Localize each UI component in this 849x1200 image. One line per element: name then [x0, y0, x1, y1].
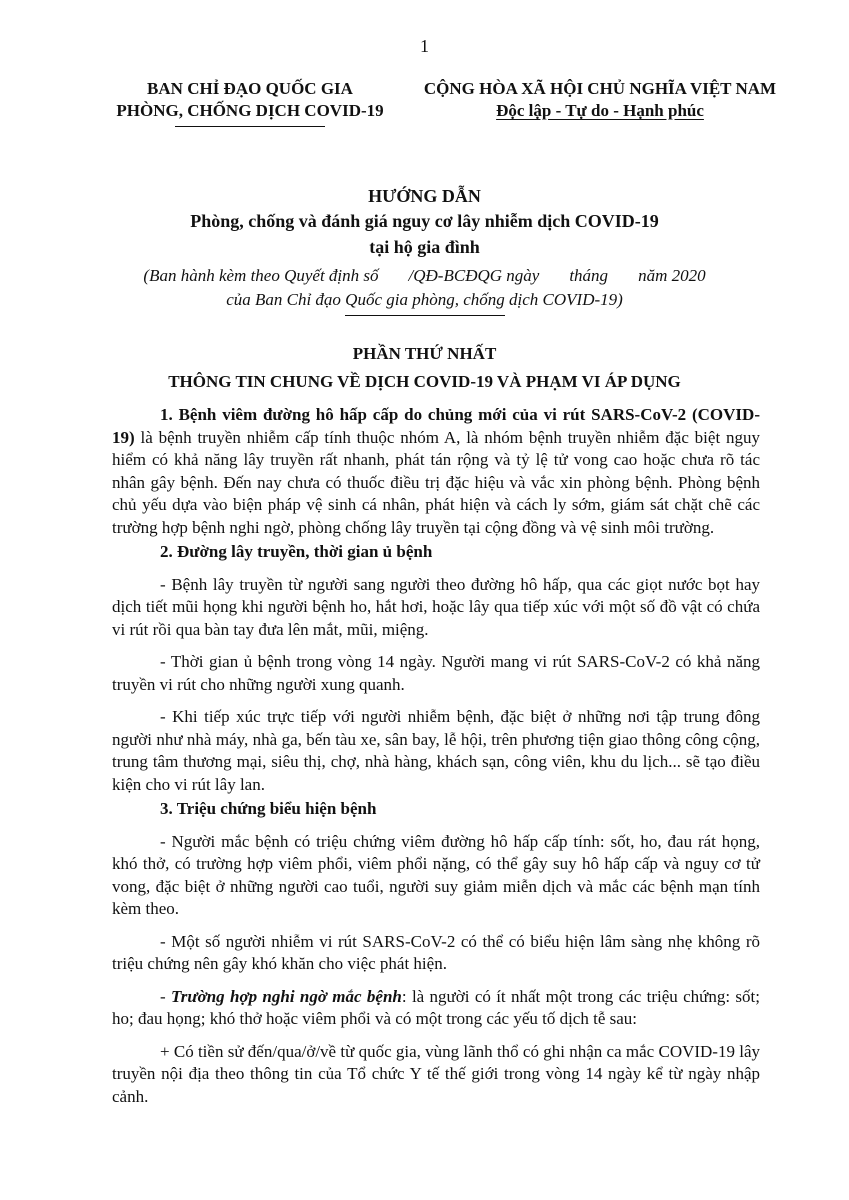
document-title: HƯỚNG DẪN: [368, 186, 481, 206]
org-line-1: BAN CHỈ ĐẠO QUỐC GIA: [147, 79, 353, 98]
section-2-paragraph-3: - Khi tiếp xúc trực tiếp với người nhiễm bệnh, đặc biệt ở những nơi tập trung đông người như nhà máy, nhà ga, bến tàu xe, sân bay, lễ hội, trên phương tiện giao thông công cộng, trung tâm thương mại, siêu thị, chợ, nhà hàng, khách sạn, công viên, khu du lịch... sẽ tạo điều kiện cho vi rút lây lan.: [112, 707, 760, 794]
section-1-heading: 1. Bệnh viêm đường hô hấp cấp do chủng mới của vi rút SARS-CoV-2 (COVID-19): [112, 405, 760, 447]
issued-note-line-1: [0, 264, 849, 288]
section-3-paragraph-3: [112, 986, 760, 1031]
part-heading: [0, 340, 849, 396]
section-2-paragraph-1: - Bệnh lây truyền từ người sang người theo đường hô hấp, qua các giọt nước bọt hay dịch tiết mũi họng khi người bệnh ho, hắt hơi, hoặc lây qua tiếp xúc với một số đồ vật có chứa vi rút rồi qua bàn tay đưa lên mắt, mũi, miệng.: [112, 574, 760, 639]
section-3-paragraph-4: + Có tiền sử đến/qua/ở/về từ quốc gia, vùng lãnh thổ có ghi nhận ca mắc COVID-19 lây truyền nội địa theo thông tin của Tổ chức Y tế thế giới trong vòng 14 ngày kể từ ngày nhập cảnh.: [112, 1041, 760, 1106]
org-line-2: PHÒNG, CHỐNG DỊCH COVID-19: [116, 101, 384, 120]
document-header: [0, 78, 849, 138]
title-underline: [345, 315, 505, 316]
issuing-organization: [100, 78, 400, 127]
issued-part-1: (Ban hành kèm theo Quyết định số: [143, 266, 379, 285]
section-3-paragraph-1: - Người mắc bệnh có triệu chứng viêm đường hô hấp cấp tính: sốt, ho, đau rát họng, khó thở, có trường hợp viêm phổi, viêm phổi nặng, có thể gây suy hô hấp cấp và nguy cơ tử vong, đặc biệt ở những người cao tuổi, người suy giảm miễn dịch và mắc các bệnh mạn tính kèm theo.: [112, 831, 760, 918]
document-body: [112, 404, 760, 1108]
issued-part-4: năm 2020: [638, 266, 706, 285]
page-number: 1: [420, 36, 429, 56]
org-underline: [175, 126, 325, 127]
state-motto: Độc lập - Tự do - Hạnh phúc: [496, 101, 704, 120]
section-1-text: là bệnh truyền nhiễm cấp tính thuộc nhóm A, là nhóm bệnh truyền nhiễm đặc biệt nguy hiểm có khả năng lây truyền rất nhanh, phát tán rộng và tỷ lệ tử vong cao hoặc chưa rõ tác nhân gây bệnh. Đến nay chưa có thuốc điều trị đặc hiệu và vắc xin phòng bệnh. Phòng bệnh chủ yếu dựa vào biện pháp vệ sinh cá nhân, phát hiện và cách ly sớm, giám sát chặt chẽ các trường hợp bệnh nghi ngờ, phòng chống lây truyền tại cộng đồng và vệ sinh môi trường.: [112, 427, 760, 537]
section-2-heading: 2. Đường lây truyền, thời gian ủ bệnh: [160, 542, 433, 561]
national-heading: [395, 78, 805, 122]
issued-part-3: tháng: [569, 266, 609, 285]
document-subtitle-2: tại hộ gia đình: [369, 237, 480, 257]
section-1-paragraph: [112, 404, 760, 539]
issued-part-2: /QĐ-BCĐQG ngày: [408, 266, 540, 285]
suspected-case-term: Trường hợp nghi ngờ mắc bệnh: [171, 986, 402, 1006]
section-3-paragraph-3-prefix: -: [160, 986, 172, 1006]
part-title: PHẦN THỨ NHẤT: [352, 344, 497, 363]
section-3-paragraph-2: - Một số người nhiễm vi rút SARS-CoV-2 có thể có biểu hiện lâm sàng nhẹ không rõ triệu chứng nên gây khó khăn cho việc phát hiện.: [112, 931, 760, 973]
section-2-paragraph-2: - Thời gian ủ bệnh trong vòng 14 ngày. Người mang vi rút SARS-CoV-2 có khả năng truyền vi rút cho những người xung quanh.: [112, 652, 760, 694]
state-name: CỘNG HÒA XÃ HỘI CHỦ NGHĨA VIỆT NAM: [423, 79, 777, 98]
part-subtitle: THÔNG TIN CHUNG VỀ DỊCH COVID-19 VÀ PHẠM VI ÁP DỤNG: [168, 372, 681, 391]
section-3-paragraph-3-text: : là người có ít nhất một trong các triệu chứng: sốt; ho; đau họng; khó thở hoặc viêm phổi và có một trong các yếu tố dịch tễ sau:: [112, 986, 760, 1028]
section-3-heading: 3. Triệu chứng biểu hiện bệnh: [160, 799, 377, 818]
document-subtitle-1: Phòng, chống và đánh giá nguy cơ lây nhiễm dịch COVID-19: [190, 211, 659, 231]
issued-note-line-2: của Ban Chỉ đạo Quốc gia phòng, chống dịch COVID-19): [226, 290, 623, 309]
document-title-block: [0, 184, 849, 316]
